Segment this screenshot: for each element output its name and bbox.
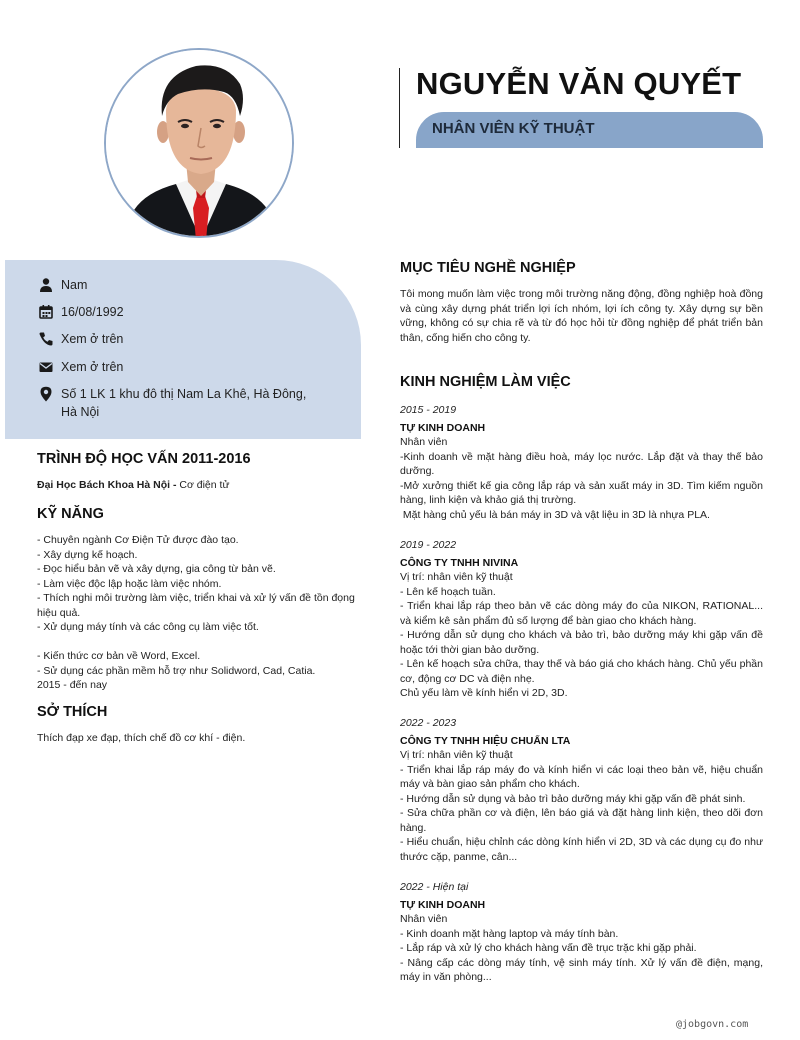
job-line: - Sửa chữa phần cơ và điện, lên báo giá và đặt hàng linh kiện, theo dõi đơn hàng. — [400, 807, 763, 834]
person-icon — [38, 277, 54, 293]
address-value: Số 1 LK 1 khu đô thị Nam La Khê, Hà Đông, Hà Nội — [61, 387, 307, 419]
job-years: 2022 - 2023 — [400, 717, 457, 729]
job-line: -Mở xưởng thiết kế gia công lắp ráp và sản xuất máy in 3D. Tìm kiếm nguồn hàng, linh kiện và khảo giá thị trường. — [400, 479, 763, 506]
birthday-value: 16/08/1992 — [61, 305, 124, 319]
job-line: - Hiểu chuẩn, hiệu chỉnh các dòng kính hiển vi 2D, 3D và các dụng cụ đo như thước cặp, panme, cân... — [400, 836, 763, 863]
skill-spacer — [37, 635, 357, 650]
contact-phone — [38, 330, 323, 348]
education-heading: TRÌNH ĐỘ HỌC VẤN 2011-2016 — [37, 451, 251, 467]
hobbies-heading: SỞ THÍCH — [37, 704, 108, 720]
job-line: Vị trí: nhân viên kỹ thuật — [400, 571, 513, 583]
phone-icon — [38, 331, 54, 347]
skill-line: - Đọc hiểu bản vẽ và xây dựng, gia công từ bản vẽ. — [37, 563, 276, 575]
envelope-icon — [38, 359, 54, 375]
job-company: TỰ KINH DOANH — [400, 899, 486, 911]
job-line: - Hướng dẫn sử dụng cho khách và bảo trì, bảo dưỡng máy khi gặp vấn đề hoặc tới thời gian bảo dưỡng. — [400, 629, 763, 656]
contact-email — [38, 358, 323, 376]
job-line: - Triển khai lắp ráp máy đo và kính hiển vi các loại theo bản vẽ, hiệu chuẩn máy và bàn giao sản phẩm cho khách. — [400, 763, 763, 790]
objective-heading: MỤC TIÊU NGHỀ NGHIỆP — [400, 260, 576, 276]
job-line: - Triển khai lắp ráp theo bản vẽ các dòng máy đo của NIKON, RATIONAL... và kiểm kê sản phẩm đủ số lượng để bàn giao cho khách hàng. — [400, 600, 763, 627]
job-company: CÔNG TY TNHH NIVINA — [400, 557, 519, 569]
full-name: NGUYỄN VĂN QUYẾT — [416, 66, 742, 101]
job-company: CÔNG TY TNHH HIỆU CHUẨN LTA — [400, 735, 571, 747]
job-line: - Lên kế hoạch sửa chữa, thay thế và báo giá cho khách hàng. Chủ yếu phần cơ, động cơ DC và điện nhẹ. — [400, 658, 763, 685]
name-divider — [399, 68, 400, 148]
contact-birthday — [38, 303, 323, 321]
contact-address — [38, 385, 323, 421]
skill-line: - Sử dụng các phần mềm hỗ trợ như Solidword, Cad, Catia. — [37, 664, 316, 677]
job-line: - Lên kế hoạch tuần. — [400, 585, 496, 598]
job-title: NHÂN VIÊN KỸ THUẬT — [432, 120, 595, 137]
email-value: Xem ở trên — [61, 360, 124, 374]
job-line: Nhân viên — [400, 436, 448, 448]
job-entry-1 — [400, 403, 763, 522]
school-name: Đại Học Bách Khoa Hà Nội - — [37, 479, 177, 491]
skill-line: - Làm việc độc lập hoặc làm việc nhóm. — [37, 577, 222, 590]
skill-line: - Kiến thức cơ bản về Word, Excel. — [37, 650, 201, 662]
job-line: Vị trí: nhân viên kỹ thuật — [400, 749, 513, 761]
job-line: - Kinh doanh mặt hàng laptop và máy tính bàn. — [400, 927, 619, 940]
job-line: - Lắp ráp và xử lý cho khách hàng vấn đề trục trặc khi gặp phải. — [400, 942, 697, 954]
watermark-link[interactable]: @jobgovn.com — [676, 1019, 749, 1030]
skills-heading: KỸ NĂNG — [37, 506, 104, 522]
portrait-illustration — [106, 50, 294, 238]
objective-text: Tôi mong muốn làm việc trong môi trường năng động, đồng nghiệp hoà đồng và cùng xây dựng phát triển lợi ích nhóm, lợi ích công ty. Xây dựng sự bền vững, không có sự chia rẽ và từ đó học hỏi từ đồng nghiệp để phát triển bản thân, cống hiến cho công ty. — [400, 288, 763, 344]
job-line: Mặt hàng chủ yếu là bán máy in 3D và vật liệu in 3D là nhựa PLA. — [400, 508, 710, 521]
phone-value: Xem ở trên — [61, 332, 124, 346]
location-pin-icon — [38, 386, 54, 402]
profile-photo — [104, 48, 294, 238]
skill-line: - Chuyên ngành Cơ Điện Tử được đào tạo. — [37, 534, 239, 546]
experience-heading: KINH NGHIỆM LÀM VIỆC — [400, 374, 571, 390]
job-years: 2022 - Hiện tại — [400, 881, 469, 893]
job-years: 2015 - 2019 — [400, 404, 457, 416]
job-line: Chủ yếu làm về kính hiển vi 2D, 3D. — [400, 687, 568, 699]
gender-value: Nam — [61, 278, 88, 292]
job-entry-3 — [400, 716, 763, 864]
job-line: Nhân viên — [400, 913, 448, 925]
job-years: 2019 - 2022 — [400, 539, 457, 551]
job-company: TỰ KINH DOANH — [400, 422, 486, 434]
skill-line: - Xây dựng kế hoạch. — [37, 548, 138, 561]
calendar-icon — [38, 304, 54, 320]
contact-gender — [38, 276, 323, 294]
job-entry-2 — [400, 538, 763, 701]
job-line: - Hướng dẫn sử dụng và bảo trì bảo dưỡng máy khi gặp vấn đề phát sinh. — [400, 792, 746, 805]
job-entry-4 — [400, 880, 763, 985]
skill-line: 2015 - đến nay — [37, 679, 108, 691]
skill-line: - Xử dụng máy tính và các công cụ làm việc tốt. — [37, 621, 259, 633]
job-line: -Kinh doanh về mặt hàng điều hoà, máy lọc nước. Lắp đặt và thay thế bảo dưỡng. — [400, 450, 763, 477]
hobbies-text: Thích đạp xe đạp, thích chế đồ cơ khí - điện. — [37, 732, 246, 744]
major-name: Cơ điện tử — [176, 479, 230, 491]
skill-line: - Thích nghi môi trường làm việc, triển khai và xử lý vấn đề tồn đọng hiệu quả. — [37, 592, 355, 619]
job-line: - Nâng cấp các dòng máy tính, vệ sinh máy tính. Xử lý vấn đề điện, mạng, máy in văn phòng... — [400, 956, 763, 983]
skills-list — [37, 533, 357, 693]
education-entry — [37, 479, 229, 491]
